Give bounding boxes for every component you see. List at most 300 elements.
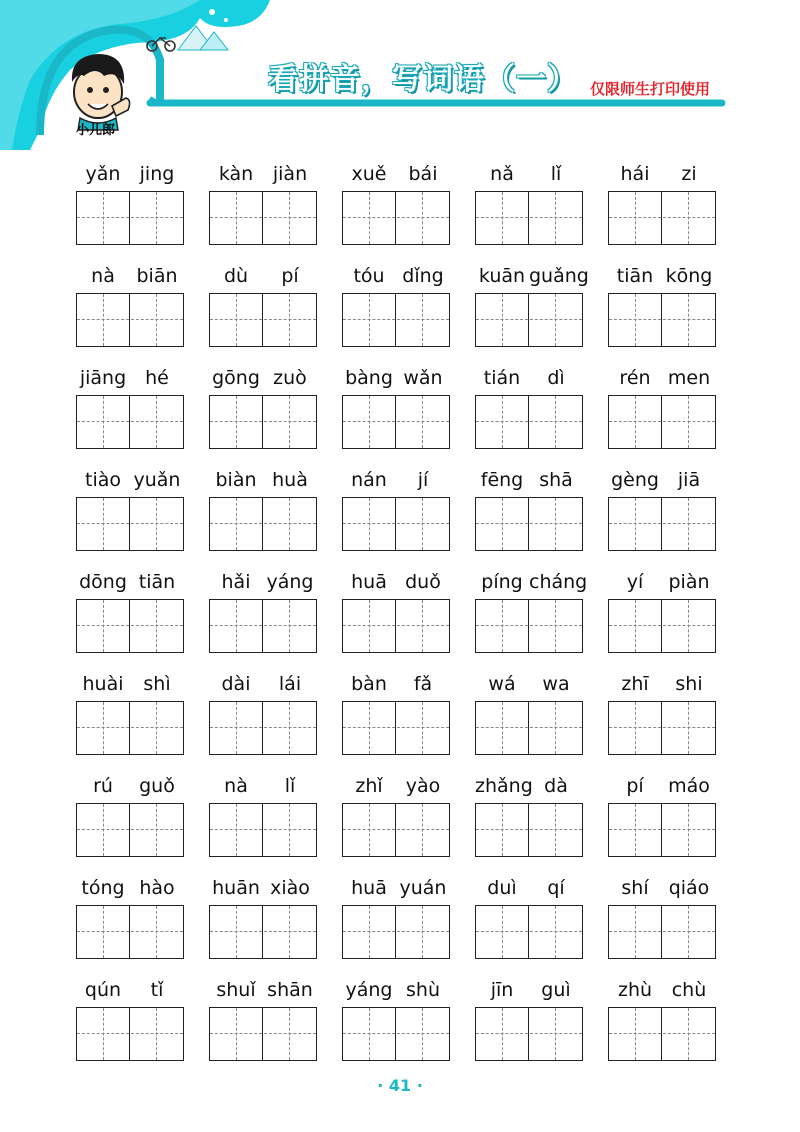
grid-guide-line [156, 906, 157, 958]
grid-guide-line [262, 498, 263, 550]
pinyin-label [76, 155, 184, 189]
pinyin-syllable: tǐ [150, 979, 164, 1001]
pinyin-syllable: hé [145, 367, 169, 389]
writing-box[interactable] [209, 293, 317, 347]
grid-guide-line [609, 625, 715, 626]
pinyin-syllable: qiáo [668, 877, 710, 899]
pinyin-label [209, 665, 317, 699]
grid-guide-line [661, 702, 662, 754]
grid-guide-line [476, 625, 582, 626]
pinyin-syllable: nà [224, 775, 248, 797]
grid-guide-line [395, 1008, 396, 1060]
pinyin-syllable: tiān [138, 571, 176, 593]
word-exercise [475, 971, 583, 1061]
grid-guide-line [555, 498, 556, 550]
grid-guide-line [635, 498, 636, 550]
grid-guide-line [609, 727, 715, 728]
pinyin-syllable: zhù [617, 979, 653, 1001]
word-exercise [76, 155, 184, 245]
mascot-label: 小儿郎 [76, 123, 116, 138]
grid-guide-line [262, 600, 263, 652]
grid-guide-line [661, 192, 662, 244]
grid-guide-line [609, 1033, 715, 1034]
grid-guide-line [289, 702, 290, 754]
pinyin-label [475, 971, 583, 1005]
word-exercise [475, 257, 589, 347]
pinyin-syllable: huà [272, 469, 308, 491]
grid-guide-line [661, 1008, 662, 1060]
word-exercise [342, 359, 450, 449]
pinyin-syllable: bàng [345, 367, 393, 389]
grid-guide-line [156, 804, 157, 856]
grid-guide-line [129, 804, 130, 856]
pinyin-syllable: fēng [480, 469, 524, 491]
writing-box[interactable] [342, 497, 450, 551]
writing-box[interactable] [608, 599, 716, 653]
page-number: · 41 · [377, 1076, 423, 1095]
grid-guide-line [476, 829, 582, 830]
writing-box[interactable] [209, 1007, 317, 1061]
pinyin-label [209, 869, 317, 903]
grid-guide-line [476, 523, 582, 524]
grid-guide-line [555, 804, 556, 856]
pinyin-syllable: máo [668, 775, 710, 797]
grid-guide-line [609, 319, 715, 320]
pinyin-syllable: zhǎng [475, 775, 533, 797]
word-exercise [342, 155, 450, 245]
writing-box[interactable] [608, 293, 716, 347]
word-exercise [209, 257, 317, 347]
pinyin-syllable: guǎng [529, 265, 589, 287]
pinyin-syllable: cháng [529, 571, 588, 593]
word-exercise [76, 665, 184, 755]
print-notice: 仅限师生打印使用 [590, 80, 711, 98]
writing-box[interactable] [475, 599, 583, 653]
grid-guide-line [343, 523, 449, 524]
grid-guide-line [77, 523, 183, 524]
grid-guide-line [103, 906, 104, 958]
grid-guide-line [395, 600, 396, 652]
pinyin-label [475, 869, 583, 903]
grid-guide-line [129, 1008, 130, 1060]
pinyin-label [608, 461, 716, 495]
pinyin-label [209, 257, 317, 291]
pinyin-syllable: jí [417, 469, 429, 491]
pinyin-syllable: hǎi [221, 571, 251, 593]
grid-guide-line [129, 906, 130, 958]
grid-guide-line [422, 498, 423, 550]
word-exercise [76, 767, 184, 857]
pinyin-label [209, 359, 317, 393]
pinyin-syllable: bái [408, 163, 438, 185]
writing-box[interactable] [76, 701, 184, 755]
word-exercise [342, 257, 450, 347]
writing-box[interactable] [76, 1007, 184, 1061]
pinyin-syllable: gèng [611, 469, 659, 491]
pinyin-syllable: shù [406, 979, 440, 1001]
grid-guide-line [129, 702, 130, 754]
writing-box[interactable] [76, 395, 184, 449]
grid-guide-line [688, 1008, 689, 1060]
pinyin-syllable: huài [82, 673, 124, 695]
grid-guide-line [395, 804, 396, 856]
writing-box[interactable] [475, 1007, 583, 1061]
grid-guide-line [476, 421, 582, 422]
grid-guide-line [262, 396, 263, 448]
grid-guide-line [289, 906, 290, 958]
grid-guide-line [555, 702, 556, 754]
grid-guide-line [236, 294, 237, 346]
grid-guide-line [369, 498, 370, 550]
grid-guide-line [236, 702, 237, 754]
pinyin-syllable: yáng [345, 979, 393, 1001]
grid-guide-line [502, 906, 503, 958]
pinyin-syllable: nán [351, 469, 387, 491]
grid-guide-line [77, 319, 183, 320]
grid-guide-line [688, 906, 689, 958]
grid-guide-line [502, 498, 503, 550]
writing-box[interactable] [475, 293, 583, 347]
pinyin-label [76, 461, 184, 495]
word-exercise [475, 563, 588, 653]
grid-guide-line [688, 600, 689, 652]
writing-box[interactable] [608, 191, 716, 245]
pinyin-label [209, 563, 317, 597]
pinyin-syllable: biàn [215, 469, 257, 491]
grid-guide-line [210, 625, 316, 626]
grid-guide-line [210, 319, 316, 320]
grid-guide-line [77, 727, 183, 728]
pinyin-syllable: duǒ [405, 571, 441, 593]
writing-box[interactable] [475, 395, 583, 449]
word-exercise [608, 665, 716, 755]
grid-guide-line [635, 702, 636, 754]
grid-guide-line [528, 702, 529, 754]
grid-guide-line [103, 600, 104, 652]
grid-guide-line [103, 294, 104, 346]
pinyin-label [342, 869, 450, 903]
writing-box[interactable] [608, 803, 716, 857]
word-exercise [608, 767, 716, 857]
grid-guide-line [661, 498, 662, 550]
writing-box[interactable] [342, 293, 450, 347]
grid-guide-line [129, 600, 130, 652]
writing-box[interactable] [76, 905, 184, 959]
grid-guide-line [103, 1008, 104, 1060]
pinyin-syllable: nà [91, 265, 115, 287]
word-exercise [342, 563, 450, 653]
pinyin-syllable: hào [139, 877, 175, 899]
grid-guide-line [343, 931, 449, 932]
word-exercise [342, 461, 450, 551]
grid-guide-line [609, 523, 715, 524]
word-exercise [475, 869, 583, 959]
pinyin-label [475, 767, 583, 801]
pinyin-syllable: shā [539, 469, 573, 491]
writing-box[interactable] [608, 701, 716, 755]
grid-guide-line [688, 294, 689, 346]
grid-guide-line [395, 702, 396, 754]
grid-guide-line [635, 1008, 636, 1060]
pinyin-label [76, 563, 184, 597]
writing-box[interactable] [342, 395, 450, 449]
writing-box[interactable] [342, 1007, 450, 1061]
word-exercise [608, 359, 716, 449]
grid-guide-line [502, 294, 503, 346]
grid-guide-line [343, 421, 449, 422]
grid-guide-line [688, 192, 689, 244]
pinyin-syllable: dà [544, 775, 568, 797]
word-exercise [209, 563, 317, 653]
pinyin-label [475, 665, 583, 699]
writing-box[interactable] [342, 905, 450, 959]
word-exercise [342, 971, 450, 1061]
grid-guide-line [528, 498, 529, 550]
grid-guide-line [129, 192, 130, 244]
pinyin-syllable: qí [547, 877, 565, 899]
pinyin-label [608, 257, 716, 291]
grid-guide-line [528, 906, 529, 958]
pinyin-syllable: xuě [351, 163, 387, 185]
word-exercise [475, 155, 583, 245]
grid-guide-line [422, 906, 423, 958]
grid-guide-line [343, 319, 449, 320]
writing-box[interactable] [209, 497, 317, 551]
pinyin-syllable: zhī [621, 673, 649, 695]
grid-guide-line [262, 294, 263, 346]
pinyin-syllable: jing [139, 163, 175, 185]
grid-guide-line [129, 498, 130, 550]
grid-guide-line [422, 396, 423, 448]
writing-box[interactable] [76, 191, 184, 245]
grid-guide-line [555, 192, 556, 244]
grid-guide-line [289, 294, 290, 346]
writing-box[interactable] [76, 497, 184, 551]
grid-guide-line [635, 192, 636, 244]
pinyin-syllable: huān [212, 877, 260, 899]
writing-box[interactable] [342, 191, 450, 245]
grid-guide-line [156, 702, 157, 754]
grid-guide-line [369, 396, 370, 448]
grid-guide-line [156, 396, 157, 448]
pinyin-syllable: tiào [85, 469, 121, 491]
grid-guide-line [236, 498, 237, 550]
pinyin-syllable: wa [542, 673, 570, 695]
grid-guide-line [502, 396, 503, 448]
pinyin-syllable: duì [487, 877, 517, 899]
grid-guide-line [343, 829, 449, 830]
writing-box[interactable] [608, 905, 716, 959]
pinyin-label [475, 563, 588, 597]
grid-guide-line [289, 192, 290, 244]
pinyin-syllable: piàn [668, 571, 710, 593]
pinyin-label [76, 971, 184, 1005]
grid-guide-line [156, 1008, 157, 1060]
pinyin-label [608, 971, 716, 1005]
writing-box[interactable] [608, 1007, 716, 1061]
pinyin-syllable: dǐng [402, 265, 444, 287]
grid-guide-line [555, 600, 556, 652]
page-title: 看拼音，写词语（一） [268, 62, 578, 97]
pinyin-syllable: zi [681, 163, 697, 185]
pinyin-syllable: yào [405, 775, 441, 797]
word-exercise [608, 869, 716, 959]
pinyin-label [475, 359, 583, 393]
grid-guide-line [395, 498, 396, 550]
pinyin-label [475, 155, 583, 189]
pinyin-syllable: jīn [490, 979, 514, 1001]
grid-guide-line [156, 498, 157, 550]
word-exercise [608, 461, 716, 551]
writing-box[interactable] [475, 803, 583, 857]
grid-guide-line [476, 319, 582, 320]
writing-box[interactable] [209, 701, 317, 755]
grid-guide-line [688, 396, 689, 448]
grid-guide-line [395, 294, 396, 346]
grid-guide-line [210, 523, 316, 524]
writing-box[interactable] [475, 701, 583, 755]
pinyin-syllable: rén [619, 367, 651, 389]
pinyin-label [475, 461, 583, 495]
writing-box[interactable] [209, 803, 317, 857]
grid-guide-line [395, 396, 396, 448]
grid-guide-line [661, 804, 662, 856]
grid-guide-line [77, 1033, 183, 1034]
grid-guide-line [688, 498, 689, 550]
pinyin-label [608, 869, 716, 903]
writing-box[interactable] [209, 191, 317, 245]
writing-box[interactable] [76, 293, 184, 347]
writing-box[interactable] [608, 395, 716, 449]
grid-guide-line [210, 421, 316, 422]
grid-guide-line [343, 625, 449, 626]
pinyin-syllable: zhǐ [355, 775, 383, 797]
writing-box[interactable] [475, 497, 583, 551]
grid-guide-line [210, 1033, 316, 1034]
word-exercise [608, 155, 716, 245]
pinyin-syllable: gōng [212, 367, 260, 389]
grid-guide-line [369, 906, 370, 958]
pinyin-syllable: huā [351, 571, 387, 593]
word-exercise [76, 869, 184, 959]
word-exercise [76, 563, 184, 653]
pinyin-label [209, 461, 317, 495]
grid-guide-line [343, 727, 449, 728]
pinyin-label [209, 971, 317, 1005]
word-exercise [475, 461, 583, 551]
word-exercise [209, 461, 317, 551]
grid-guide-line [129, 294, 130, 346]
grid-guide-line [661, 600, 662, 652]
pinyin-syllable: shí [621, 877, 649, 899]
pinyin-syllable: shuǐ [216, 979, 256, 1001]
grid-guide-line [609, 931, 715, 932]
pinyin-syllable: bàn [351, 673, 387, 695]
grid-guide-line [129, 396, 130, 448]
pinyin-syllable: dōng [79, 571, 127, 593]
word-exercise [475, 665, 583, 755]
grid-guide-line [502, 702, 503, 754]
writing-box[interactable] [209, 599, 317, 653]
grid-guide-line [77, 217, 183, 218]
pinyin-label [342, 665, 450, 699]
pinyin-syllable: jiāng [79, 367, 127, 389]
writing-box[interactable] [209, 905, 317, 959]
grid-guide-line [77, 421, 183, 422]
grid-guide-line [210, 217, 316, 218]
pinyin-syllable: biān [136, 265, 178, 287]
word-exercise [209, 155, 317, 245]
pinyin-syllable: tóu [353, 265, 385, 287]
writing-box[interactable] [608, 497, 716, 551]
grid-guide-line [688, 702, 689, 754]
grid-guide-line [236, 804, 237, 856]
pinyin-label [342, 767, 450, 801]
pinyin-label [342, 971, 450, 1005]
grid-guide-line [609, 421, 715, 422]
word-exercise [608, 563, 716, 653]
pinyin-syllable: huā [351, 877, 387, 899]
writing-box[interactable] [76, 599, 184, 653]
grid-guide-line [103, 702, 104, 754]
writing-box[interactable] [342, 599, 450, 653]
pinyin-syllable: guì [541, 979, 571, 1001]
grid-guide-line [77, 625, 183, 626]
grid-guide-line [395, 192, 396, 244]
grid-guide-line [422, 192, 423, 244]
pinyin-syllable: xiào [270, 877, 310, 899]
grid-guide-line [236, 1008, 237, 1060]
word-exercise [209, 767, 317, 857]
pinyin-syllable: tiān [616, 265, 654, 287]
grid-guide-line [422, 294, 423, 346]
writing-box[interactable] [76, 803, 184, 857]
pinyin-syllable: yí [626, 571, 644, 593]
grid-guide-line [476, 727, 582, 728]
grid-guide-line [476, 217, 582, 218]
grid-guide-line [236, 396, 237, 448]
writing-box[interactable] [342, 803, 450, 857]
grid-guide-line [77, 829, 183, 830]
pinyin-label [76, 257, 184, 291]
grid-guide-line [528, 804, 529, 856]
writing-box[interactable] [475, 905, 583, 959]
grid-guide-line [502, 804, 503, 856]
pinyin-syllable: shi [675, 673, 703, 695]
writing-box[interactable] [209, 395, 317, 449]
pinyin-label [608, 767, 716, 801]
word-exercise [608, 971, 716, 1061]
pinyin-syllable: kuān [478, 265, 526, 287]
pinyin-label [342, 359, 450, 393]
pinyin-label [608, 359, 716, 393]
pinyin-label [342, 563, 450, 597]
writing-box[interactable] [475, 191, 583, 245]
pinyin-syllable: dài [221, 673, 251, 695]
pinyin-label [76, 869, 184, 903]
grid-guide-line [555, 294, 556, 346]
grid-guide-line [635, 396, 636, 448]
pinyin-syllable: lǐ [550, 163, 562, 185]
pinyin-label [76, 359, 184, 393]
grid-guide-line [103, 804, 104, 856]
grid-guide-line [555, 906, 556, 958]
pinyin-syllable: wǎn [403, 367, 443, 389]
pinyin-syllable: yǎn [85, 163, 121, 185]
word-exercise [209, 971, 317, 1061]
writing-box[interactable] [342, 701, 450, 755]
grid-guide-line [528, 192, 529, 244]
